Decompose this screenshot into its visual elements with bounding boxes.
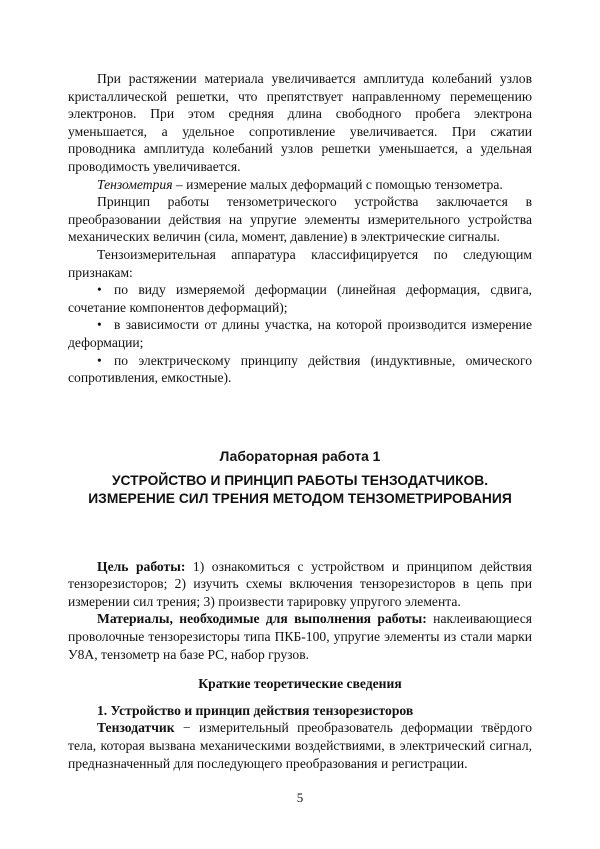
paragraph-classification: Тензоизмерительная аппаратура классифицируется по следующим признакам: — [68, 246, 532, 280]
goal-label: Цель работы: — [97, 558, 186, 574]
materials-label: Материалы, необходимые для выполнения работы: — [97, 611, 427, 627]
subsection-heading: 1. Устройство и принцип действия тензорезисторов — [97, 702, 414, 718]
page-number: 5 — [296, 790, 304, 805]
materials-text: наклеивающиеся проволочные тензорезисторы типа ПКБ-100, упругие элементы из стали марки У8А, тензометр на базе PC, набор грузов. — [68, 611, 533, 662]
list-item-text: по электрическому принципу действия (индуктивные, омического сопротивления, емкостные). — [68, 352, 532, 386]
sensor-definition: − измерительный преобразователь деформации твёрдого тела, которая вызвана механическими воздействиями, в электрический сигнал, предназначенный для последующего преобразования и регистрации. — [68, 720, 532, 771]
term-tensometry: Тензометрия — [97, 176, 173, 192]
term-sensor: Тензодатчик — [97, 720, 175, 736]
paragraph-tensometry — [68, 176, 532, 194]
paragraph-principle: Принцип работы тензометрического устройства заключается в преобразовании действия на упругие элементы измерительного устройства механических величин (сила, момент, давление) в электрические сигналы. — [68, 194, 532, 245]
paragraph-goal — [68, 558, 532, 611]
bullet-icon: • — [97, 317, 102, 333]
lab-subtitle-line1: УСТРОЙСТВО И ПРИНЦИП РАБОТЫ ТЕНЗОДАТЧИКОВ. — [111, 472, 489, 488]
tensometry-definition: – измерение малых деформаций с помощью тензометра. — [172, 176, 503, 192]
lab-title: Лабораторная работа 1 — [219, 448, 381, 464]
list-item-text: в зависимости от длины участка, на которой производится измерение деформации; — [68, 317, 532, 350]
list-item — [68, 316, 532, 351]
list-item-text: по виду измеряемой деформации (линейная деформация, сдвига, сочетание компонентов деформаций); — [68, 282, 532, 315]
bullet-icon: • — [97, 352, 102, 368]
bullet-icon: • — [97, 282, 102, 298]
paragraph-materials — [68, 610, 532, 663]
section-heading: Краткие теоретические сведения — [198, 676, 402, 692]
list-item — [68, 352, 532, 387]
goal-text: 1) ознакомиться с устройством и принципом действия тензорезисторов; 2) изучить схемы включения тензорезисторов в цепь при измерении сил трения; 3) произвести тарировку упругого элемента. — [68, 558, 532, 609]
spacer — [68, 508, 532, 558]
list-item — [68, 281, 532, 316]
page-content — [68, 70, 532, 772]
paragraph-sensor — [68, 719, 532, 772]
lab-subtitle-line2: ИЗМЕРЕНИЕ СИЛ ТРЕНИЯ МЕТОДОМ ТЕНЗОМЕТРИРОВАНИЯ — [88, 490, 512, 506]
paragraph-strain: При растяжении материала увеличивается амплитуда колебаний узлов кристаллической решетки, что препятствует направленному перемещению электронов. При этом средняя длина свободного пробега электрона уменьшается, а удельное сопротивление увеличивается. При сжатии проводника амплитуда колебаний узлов решетки уменьшается, а удельная проводимость увеличивается. — [68, 71, 532, 174]
lab-subtitle — [68, 472, 532, 508]
